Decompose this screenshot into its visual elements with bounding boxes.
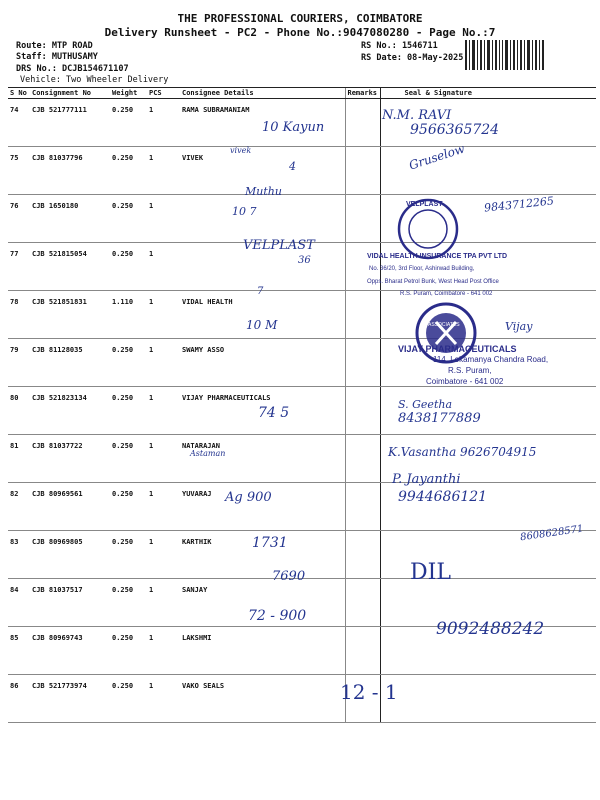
cell-sno: 75 <box>8 147 30 195</box>
velplast-seal <box>399 200 457 258</box>
cell-pcs: 1 <box>147 243 180 291</box>
row-76-note: Muthu <box>245 185 282 198</box>
row-83-signature-phone: 9944686121 <box>398 489 488 505</box>
row-75-signature: Gruselow <box>407 141 467 173</box>
column-header-consignment: Consignment No <box>30 88 110 99</box>
column-header-pcs: PCS <box>147 88 180 99</box>
cell-consignment: CJB 521815054 <box>30 243 110 291</box>
row-85-signature: DIL <box>410 560 451 585</box>
route-label: Route: MTP ROAD <box>16 41 93 51</box>
cell-weight: 0.250 <box>110 435 147 483</box>
cell-consignee: VIDAL HEALTH <box>180 291 345 339</box>
column-header-weight: Weight <box>110 88 147 99</box>
row-81-signature-name: S. Geetha <box>398 398 453 411</box>
cell-weight: 1.110 <box>110 291 147 339</box>
row-76-phone: 9843712265 <box>483 194 555 215</box>
row-83-note: Ag 900 <box>225 490 272 505</box>
cell-weight: 0.250 <box>110 99 147 147</box>
row-74-signature-phone: 9566365724 <box>410 122 500 138</box>
staff-label: Staff: MUTHUSAMY <box>16 52 98 62</box>
row-75-note-2: 4 <box>289 160 296 173</box>
cell-consignment: CJB 80969743 <box>30 627 110 675</box>
cell-pcs: 1 <box>147 579 180 627</box>
cell-sno: 80 <box>8 387 30 435</box>
cell-weight: 0.250 <box>110 243 147 291</box>
cell-pcs: 1 <box>147 435 180 483</box>
cell-consignee: RAMA SUBRAMANIAM <box>180 99 345 147</box>
cell-pcs: 1 <box>147 195 180 243</box>
row-76-note-2: 10 7 <box>232 205 257 218</box>
cell-sno: 78 <box>8 291 30 339</box>
cell-weight: 0.250 <box>110 675 147 723</box>
cell-consignee: KARTHIK <box>180 531 345 579</box>
cell-sno: 86 <box>8 675 30 723</box>
cell-sno: 79 <box>8 339 30 387</box>
cell-consignee: VAKO SEALS <box>180 675 345 723</box>
cell-consignment: CJB 80969805 <box>30 531 110 579</box>
row-85-note: 7690 <box>272 569 306 584</box>
cell-pcs: 1 <box>147 147 180 195</box>
row-81-note: 74 5 <box>258 405 290 421</box>
row-82-signature: K.Vasantha 9626704915 <box>388 445 537 459</box>
cell-consignee: VIVEK <box>180 147 345 195</box>
cell-consignment: CJB 81037796 <box>30 147 110 195</box>
column-header-sno: S No <box>8 88 30 99</box>
vijay-stamp-title: VIJAY PHARMACEUTICALS <box>398 344 517 354</box>
vidal-stamp-title: VIDAL HEALTH INSURANCE TPA PVT LTD <box>367 253 507 260</box>
cell-sno: 84 <box>8 579 30 627</box>
row-74-signature-name: N.M. RAVI <box>382 108 452 123</box>
cell-weight: 0.250 <box>110 531 147 579</box>
cell-weight: 0.250 <box>110 339 147 387</box>
row-78-note: 7 <box>257 286 264 297</box>
row-79-note: 10 M <box>246 318 278 332</box>
cell-weight: 0.250 <box>110 195 147 243</box>
cell-pcs: 1 <box>147 387 180 435</box>
cell-consignment: CJB 81037722 <box>30 435 110 483</box>
row-86-signature-phone: 9092488242 <box>436 619 545 639</box>
company-title: THE PROFESSIONAL COURIERS, COIMBATORE <box>177 12 423 25</box>
row-83-signature-name: P. Jayanthi <box>392 472 461 487</box>
row-77-note-2: 36 <box>298 255 311 266</box>
row-74-note: 10 Kayun <box>262 120 325 135</box>
row-84-signature: 8608628571 <box>519 523 585 544</box>
row-86-note: 72 - 900 <box>248 608 307 624</box>
cell-consignment: CJB 521773974 <box>30 675 110 723</box>
cell-sno: 82 <box>8 483 30 531</box>
cell-consignee: YUVARAJ <box>180 483 345 531</box>
cell-consignee: SWAMY ASSO <box>180 339 345 387</box>
cell-pcs: 1 <box>147 99 180 147</box>
cell-consignment: CJB 81037517 <box>30 579 110 627</box>
cell-pcs: 1 <box>147 339 180 387</box>
row-81-signature-phone: 8438177889 <box>398 411 481 426</box>
cell-consignment: CJB 80969561 <box>30 483 110 531</box>
cell-pcs: 1 <box>147 627 180 675</box>
cell-sno: 76 <box>8 195 30 243</box>
cell-sno: 81 <box>8 435 30 483</box>
cell-sno: 74 <box>8 99 30 147</box>
cell-pcs: 1 <box>147 291 180 339</box>
cell-weight: 0.250 <box>110 147 147 195</box>
cell-pcs: 1 <box>147 675 180 723</box>
row-77-note: VELPLAST <box>243 238 315 253</box>
column-header-consignee: Consignee Details <box>180 88 345 99</box>
cell-weight: 0.250 <box>110 483 147 531</box>
row-84-note: 1731 <box>252 535 288 551</box>
cell-consignee: LAKSHMI <box>180 627 345 675</box>
cell-consignment: CJB 521823134 <box>30 387 110 435</box>
society-seal-text: ASSOCIATES <box>428 322 460 328</box>
runsheet-subtitle: Delivery Runsheet - PC2 - Phone No.:9047080280 - Page No.:7 <box>104 26 496 39</box>
cell-pcs: 1 <box>147 483 180 531</box>
cell-consignee: NATARAJAN <box>180 435 345 483</box>
cell-consignment: CJB 521851831 <box>30 291 110 339</box>
cell-consignee: VIJAY PHARMACEUTICALS <box>180 387 345 435</box>
cell-consignment: CJB 81128035 <box>30 339 110 387</box>
cell-weight: 0.250 <box>110 387 147 435</box>
cell-sno: 77 <box>8 243 30 291</box>
velplast-stamp-text: VELPLAST <box>406 201 443 208</box>
drs-number: DRS No.: DCJB154671107 <box>16 64 129 74</box>
rs-number: RS No.: 1546711 <box>361 41 438 51</box>
cell-weight: 0.250 <box>110 627 147 675</box>
cell-sno: 85 <box>8 627 30 675</box>
cell-pcs: 1 <box>147 531 180 579</box>
bottom-handwritten-note: 12 - 1 <box>340 680 398 704</box>
vehicle-label: Vehicle: Two Wheeler Delivery <box>20 75 169 85</box>
cell-consignment: CJB 521777111 <box>30 99 110 147</box>
column-header-signature: Seal & Signature <box>380 88 596 99</box>
column-header-remarks: Remarks <box>345 88 380 99</box>
row-82-note: Astaman <box>190 449 226 458</box>
row-80-signature: Vijay <box>505 320 533 333</box>
cell-weight: 0.250 <box>110 579 147 627</box>
cell-consignee: SANJAY <box>180 579 345 627</box>
rs-date: RS Date: 08-May-2025 <box>361 53 464 63</box>
cell-consignment: CJB 1650180 <box>30 195 110 243</box>
vijay-stamp-address-3: Coimbatore - 641 002 <box>426 377 504 386</box>
vijay-stamp-address-1: 114, Lokamanya Chandra Road, <box>433 355 549 364</box>
vidal-stamp-address-2: Opps. Bharat Petrol Bunk, West Head Post Office <box>367 279 499 285</box>
vijay-stamp-address-2: R.S. Puram, <box>448 366 492 375</box>
row-75-note: vivek <box>230 146 252 155</box>
cell-sno: 83 <box>8 531 30 579</box>
vidal-stamp-address-1: No. 36/20, 3rd Floor, Ashirwad Building, <box>369 266 475 272</box>
vidal-stamp-address-3: R.S. Puram, Coimbatore - 641 002 <box>400 291 493 297</box>
